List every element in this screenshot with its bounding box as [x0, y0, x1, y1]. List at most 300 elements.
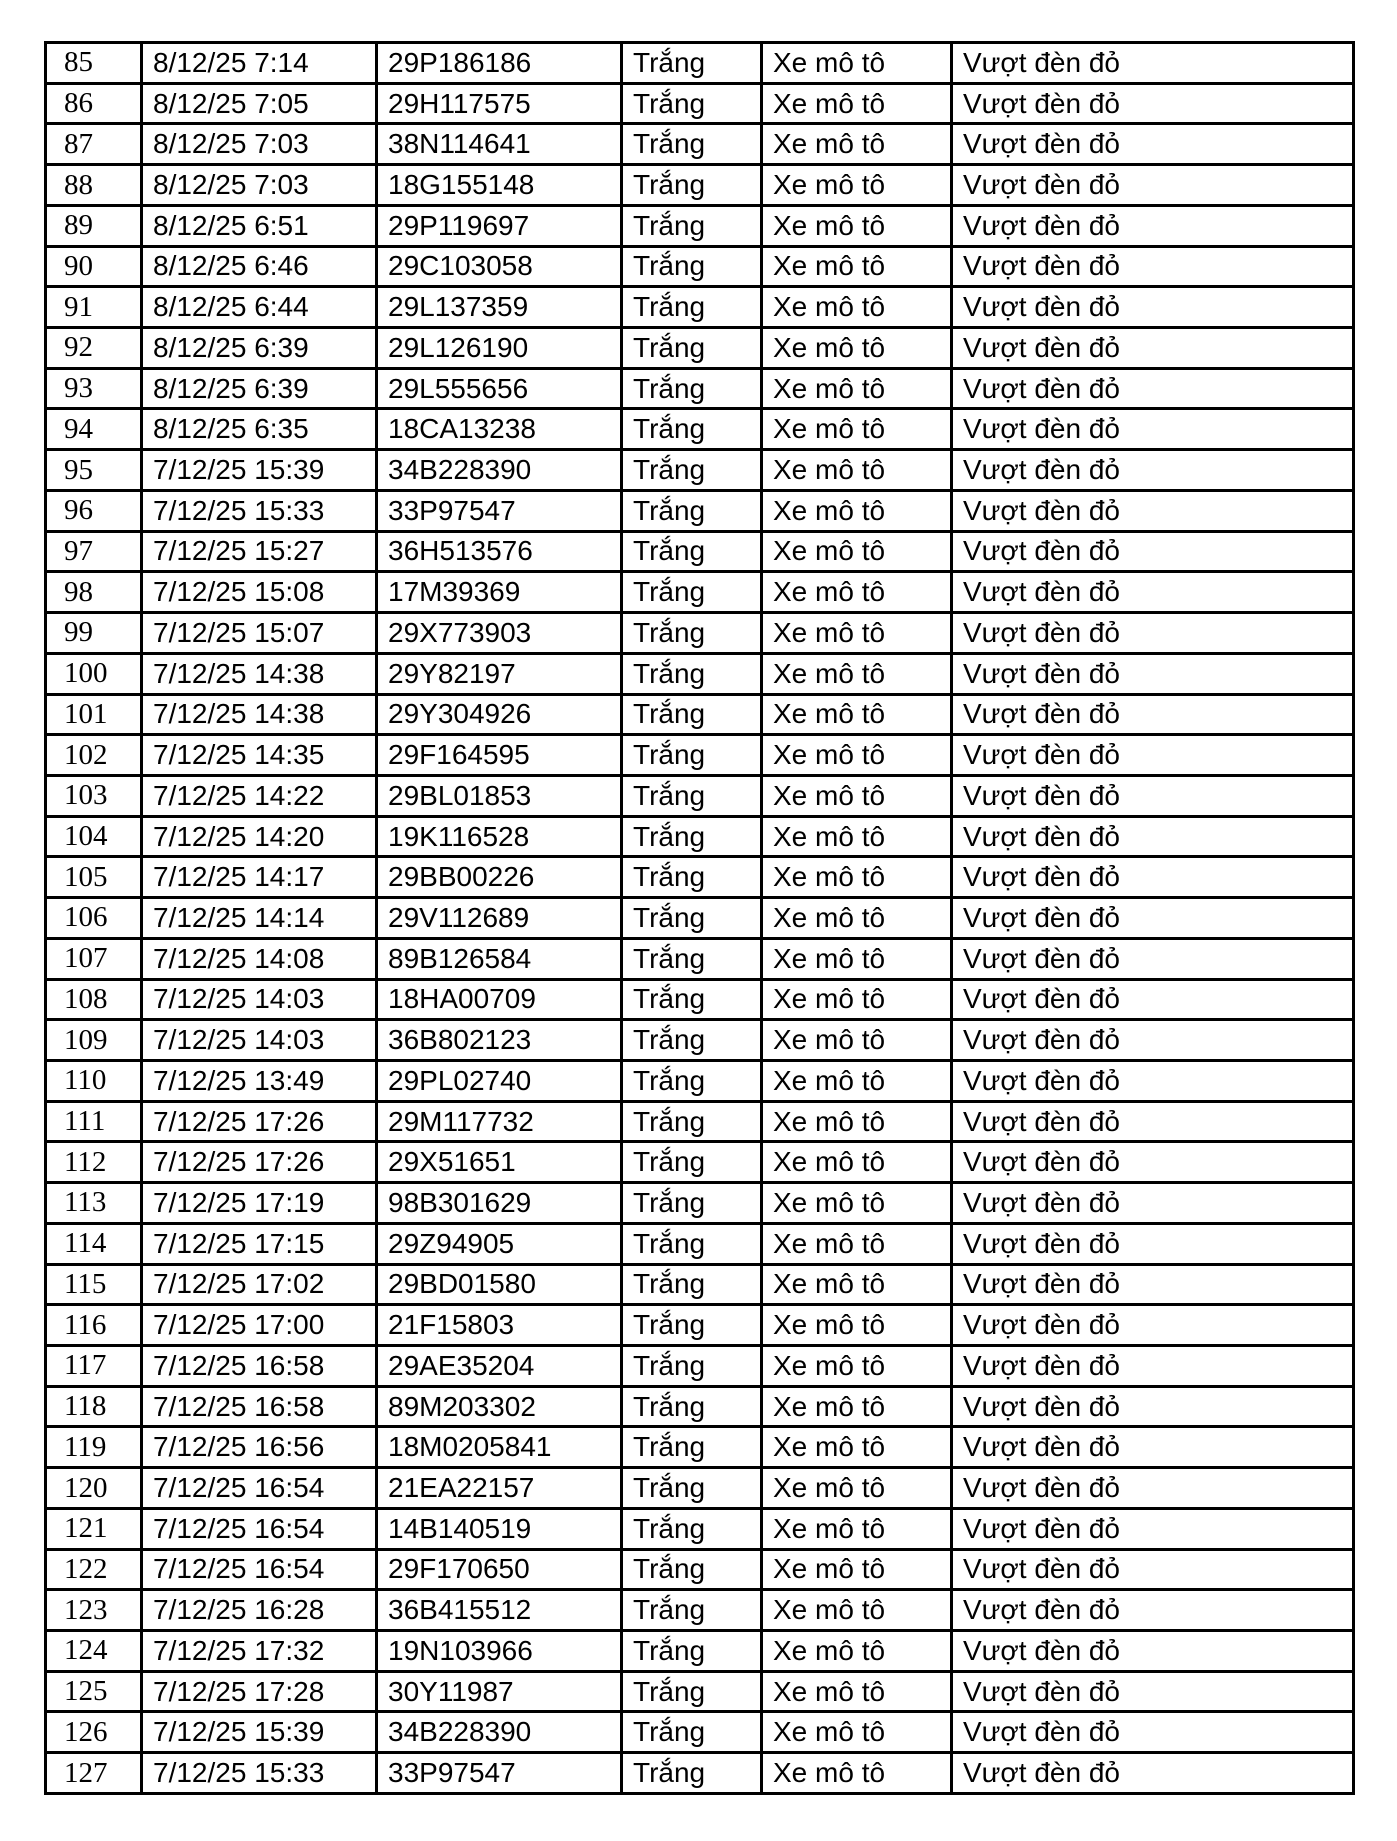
violation-cell: Vượt đèn đỏ	[952, 938, 1354, 979]
color-cell: Trắng	[622, 694, 762, 735]
license-plate-cell: 18HA00709	[377, 979, 622, 1020]
vehicle-type-cell: Xe mô tô	[762, 124, 952, 165]
row-number-cell: 102	[46, 735, 142, 776]
license-plate-cell: 29BD01580	[377, 1264, 622, 1305]
license-plate-cell: 36B802123	[377, 1020, 622, 1061]
vehicle-type-cell: Xe mô tô	[762, 1427, 952, 1468]
violation-cell: Vượt đèn đỏ	[952, 1590, 1354, 1631]
datetime-cell: 7/12/25 16:54	[142, 1549, 377, 1590]
color-cell: Trắng	[622, 653, 762, 694]
row-number-cell: 116	[46, 1305, 142, 1346]
row-number-cell: 107	[46, 938, 142, 979]
license-plate-cell: 29X773903	[377, 613, 622, 654]
row-number-cell: 92	[46, 328, 142, 369]
table-row	[46, 1631, 1354, 1672]
vehicle-type-cell: Xe mô tô	[762, 287, 952, 328]
datetime-cell: 8/12/25 6:39	[142, 328, 377, 369]
color-cell: Trắng	[622, 572, 762, 613]
color-cell: Trắng	[622, 328, 762, 369]
license-plate-cell: 29BL01853	[377, 775, 622, 816]
table-row	[46, 1305, 1354, 1346]
color-cell: Trắng	[622, 857, 762, 898]
color-cell: Trắng	[622, 1427, 762, 1468]
license-plate-cell: 33P97547	[377, 1753, 622, 1794]
violation-cell: Vượt đèn đỏ	[952, 1183, 1354, 1224]
row-number-cell: 108	[46, 979, 142, 1020]
table-row	[46, 1386, 1354, 1427]
color-cell: Trắng	[622, 1712, 762, 1753]
row-number-cell: 110	[46, 1060, 142, 1101]
color-cell: Trắng	[622, 1549, 762, 1590]
vehicle-type-cell: Xe mô tô	[762, 1142, 952, 1183]
datetime-cell: 7/12/25 17:15	[142, 1223, 377, 1264]
datetime-cell: 7/12/25 17:19	[142, 1183, 377, 1224]
license-plate-cell: 29F170650	[377, 1549, 622, 1590]
datetime-cell: 8/12/25 6:39	[142, 368, 377, 409]
vehicle-type-cell: Xe mô tô	[762, 165, 952, 206]
datetime-cell: 8/12/25 7:03	[142, 124, 377, 165]
violation-cell: Vượt đèn đỏ	[952, 124, 1354, 165]
table-row	[46, 653, 1354, 694]
violation-cell: Vượt đèn đỏ	[952, 205, 1354, 246]
violation-cell: Vượt đèn đỏ	[952, 1671, 1354, 1712]
license-plate-cell: 29PL02740	[377, 1060, 622, 1101]
vehicle-type-cell: Xe mô tô	[762, 694, 952, 735]
table-row	[46, 572, 1354, 613]
license-plate-cell: 29AE35204	[377, 1346, 622, 1387]
color-cell: Trắng	[622, 1468, 762, 1509]
vehicle-type-cell: Xe mô tô	[762, 938, 952, 979]
violation-cell: Vượt đèn đỏ	[952, 1386, 1354, 1427]
table-row	[46, 938, 1354, 979]
color-cell: Trắng	[622, 898, 762, 939]
datetime-cell: 7/12/25 15:27	[142, 531, 377, 572]
table-row	[46, 1183, 1354, 1224]
table-row	[46, 613, 1354, 654]
row-number-cell: 91	[46, 287, 142, 328]
vehicle-type-cell: Xe mô tô	[762, 1508, 952, 1549]
color-cell: Trắng	[622, 735, 762, 776]
license-plate-cell: 29F164595	[377, 735, 622, 776]
row-number-cell: 96	[46, 490, 142, 531]
color-cell: Trắng	[622, 1508, 762, 1549]
color-cell: Trắng	[622, 409, 762, 450]
datetime-cell: 7/12/25 17:26	[142, 1142, 377, 1183]
vehicle-type-cell: Xe mô tô	[762, 1712, 952, 1753]
datetime-cell: 7/12/25 17:02	[142, 1264, 377, 1305]
row-number-cell: 90	[46, 246, 142, 287]
table-row	[46, 1712, 1354, 1753]
color-cell: Trắng	[622, 287, 762, 328]
violation-cell: Vượt đèn đỏ	[952, 775, 1354, 816]
license-plate-cell: 29Y304926	[377, 694, 622, 735]
datetime-cell: 7/12/25 14:38	[142, 694, 377, 735]
violation-cell: Vượt đèn đỏ	[952, 1508, 1354, 1549]
color-cell: Trắng	[622, 1346, 762, 1387]
violation-cell: Vượt đèn đỏ	[952, 857, 1354, 898]
license-plate-cell: 38N114641	[377, 124, 622, 165]
violation-cell: Vượt đèn đỏ	[952, 572, 1354, 613]
table-row	[46, 43, 1354, 84]
datetime-cell: 7/12/25 17:26	[142, 1101, 377, 1142]
color-cell: Trắng	[622, 979, 762, 1020]
violation-cell: Vượt đèn đỏ	[952, 979, 1354, 1020]
violation-cell: Vượt đèn đỏ	[952, 409, 1354, 450]
vehicle-type-cell: Xe mô tô	[762, 1386, 952, 1427]
row-number-cell: 120	[46, 1468, 142, 1509]
datetime-cell: 7/12/25 17:28	[142, 1671, 377, 1712]
color-cell: Trắng	[622, 450, 762, 491]
violation-cell: Vượt đèn đỏ	[952, 816, 1354, 857]
row-number-cell: 98	[46, 572, 142, 613]
datetime-cell: 7/12/25 14:38	[142, 653, 377, 694]
datetime-cell: 7/12/25 15:33	[142, 490, 377, 531]
vehicle-type-cell: Xe mô tô	[762, 328, 952, 369]
license-plate-cell: 29L126190	[377, 328, 622, 369]
row-number-cell: 89	[46, 205, 142, 246]
license-plate-cell: 29V112689	[377, 898, 622, 939]
violation-cell: Vượt đèn đỏ	[952, 246, 1354, 287]
violation-cell: Vượt đèn đỏ	[952, 368, 1354, 409]
violation-cell: Vượt đèn đỏ	[952, 1060, 1354, 1101]
table-row	[46, 328, 1354, 369]
datetime-cell: 7/12/25 14:17	[142, 857, 377, 898]
table-row	[46, 1060, 1354, 1101]
color-cell: Trắng	[622, 1142, 762, 1183]
row-number-cell: 104	[46, 816, 142, 857]
row-number-cell: 97	[46, 531, 142, 572]
vehicle-type-cell: Xe mô tô	[762, 979, 952, 1020]
color-cell: Trắng	[622, 1264, 762, 1305]
vehicle-type-cell: Xe mô tô	[762, 246, 952, 287]
violation-cell: Vượt đèn đỏ	[952, 1468, 1354, 1509]
license-plate-cell: 29L137359	[377, 287, 622, 328]
license-plate-cell: 18CA13238	[377, 409, 622, 450]
vehicle-type-cell: Xe mô tô	[762, 1671, 952, 1712]
license-plate-cell: 36H513576	[377, 531, 622, 572]
vehicle-type-cell: Xe mô tô	[762, 409, 952, 450]
color-cell: Trắng	[622, 775, 762, 816]
row-number-cell: 114	[46, 1223, 142, 1264]
datetime-cell: 7/12/25 14:35	[142, 735, 377, 776]
table-row	[46, 1549, 1354, 1590]
row-number-cell: 87	[46, 124, 142, 165]
color-cell: Trắng	[622, 531, 762, 572]
datetime-cell: 7/12/25 14:22	[142, 775, 377, 816]
violation-cell: Vượt đèn đỏ	[952, 1305, 1354, 1346]
violation-cell: Vượt đèn đỏ	[952, 1549, 1354, 1590]
table-row	[46, 1671, 1354, 1712]
row-number-cell: 119	[46, 1427, 142, 1468]
datetime-cell: 7/12/25 15:07	[142, 613, 377, 654]
datetime-cell: 7/12/25 14:14	[142, 898, 377, 939]
license-plate-cell: 29M117732	[377, 1101, 622, 1142]
vehicle-type-cell: Xe mô tô	[762, 531, 952, 572]
table-row	[46, 1020, 1354, 1061]
color-cell: Trắng	[622, 1223, 762, 1264]
table-row	[46, 898, 1354, 939]
color-cell: Trắng	[622, 246, 762, 287]
color-cell: Trắng	[622, 83, 762, 124]
violations-table-body	[46, 43, 1354, 1794]
datetime-cell: 7/12/25 16:54	[142, 1508, 377, 1549]
datetime-cell: 7/12/25 14:03	[142, 1020, 377, 1061]
datetime-cell: 7/12/25 15:39	[142, 1712, 377, 1753]
datetime-cell: 7/12/25 15:39	[142, 450, 377, 491]
violation-cell: Vượt đèn đỏ	[952, 1142, 1354, 1183]
color-cell: Trắng	[622, 1386, 762, 1427]
vehicle-type-cell: Xe mô tô	[762, 1183, 952, 1224]
datetime-cell: 7/12/25 16:54	[142, 1468, 377, 1509]
color-cell: Trắng	[622, 1183, 762, 1224]
datetime-cell: 8/12/25 7:03	[142, 165, 377, 206]
license-plate-cell: 98B301629	[377, 1183, 622, 1224]
datetime-cell: 7/12/25 15:33	[142, 1753, 377, 1794]
vehicle-type-cell: Xe mô tô	[762, 83, 952, 124]
vehicle-type-cell: Xe mô tô	[762, 1346, 952, 1387]
color-cell: Trắng	[622, 1671, 762, 1712]
datetime-cell: 8/12/25 6:46	[142, 246, 377, 287]
datetime-cell: 8/12/25 7:05	[142, 83, 377, 124]
color-cell: Trắng	[622, 490, 762, 531]
table-row	[46, 246, 1354, 287]
table-row	[46, 287, 1354, 328]
color-cell: Trắng	[622, 368, 762, 409]
row-number-cell: 126	[46, 1712, 142, 1753]
table-row	[46, 83, 1354, 124]
violation-cell: Vượt đèn đỏ	[952, 43, 1354, 84]
vehicle-type-cell: Xe mô tô	[762, 572, 952, 613]
violation-cell: Vượt đèn đỏ	[952, 83, 1354, 124]
color-cell: Trắng	[622, 938, 762, 979]
row-number-cell: 86	[46, 83, 142, 124]
violation-cell: Vượt đèn đỏ	[952, 287, 1354, 328]
violation-cell: Vượt đèn đỏ	[952, 1101, 1354, 1142]
violation-cell: Vượt đèn đỏ	[952, 613, 1354, 654]
datetime-cell: 8/12/25 6:51	[142, 205, 377, 246]
violation-cell: Vượt đèn đỏ	[952, 1346, 1354, 1387]
vehicle-type-cell: Xe mô tô	[762, 898, 952, 939]
row-number-cell: 123	[46, 1590, 142, 1631]
table-row	[46, 165, 1354, 206]
row-number-cell: 109	[46, 1020, 142, 1061]
row-number-cell: 106	[46, 898, 142, 939]
datetime-cell: 8/12/25 6:35	[142, 409, 377, 450]
license-plate-cell: 17M39369	[377, 572, 622, 613]
vehicle-type-cell: Xe mô tô	[762, 368, 952, 409]
color-cell: Trắng	[622, 124, 762, 165]
row-number-cell: 95	[46, 450, 142, 491]
row-number-cell: 118	[46, 1386, 142, 1427]
vehicle-type-cell: Xe mô tô	[762, 857, 952, 898]
violation-cell: Vượt đèn đỏ	[952, 1631, 1354, 1672]
table-row	[46, 205, 1354, 246]
color-cell: Trắng	[622, 1060, 762, 1101]
color-cell: Trắng	[622, 1753, 762, 1794]
table-row	[46, 490, 1354, 531]
license-plate-cell: 29Z94905	[377, 1223, 622, 1264]
violation-cell: Vượt đèn đỏ	[952, 531, 1354, 572]
row-number-cell: 111	[46, 1101, 142, 1142]
table-row	[46, 775, 1354, 816]
vehicle-type-cell: Xe mô tô	[762, 1020, 952, 1061]
table-row	[46, 816, 1354, 857]
table-row	[46, 1142, 1354, 1183]
row-number-cell: 112	[46, 1142, 142, 1183]
row-number-cell: 103	[46, 775, 142, 816]
table-row	[46, 1590, 1354, 1631]
color-cell: Trắng	[622, 165, 762, 206]
vehicle-type-cell: Xe mô tô	[762, 43, 952, 84]
table-row	[46, 409, 1354, 450]
violation-cell: Vượt đèn đỏ	[952, 328, 1354, 369]
color-cell: Trắng	[622, 1631, 762, 1672]
violation-cell: Vượt đèn đỏ	[952, 490, 1354, 531]
violation-cell: Vượt đèn đỏ	[952, 1427, 1354, 1468]
row-number-cell: 113	[46, 1183, 142, 1224]
vehicle-type-cell: Xe mô tô	[762, 735, 952, 776]
violation-cell: Vượt đèn đỏ	[952, 1264, 1354, 1305]
table-row	[46, 857, 1354, 898]
license-plate-cell: 33P97547	[377, 490, 622, 531]
license-plate-cell: 29BB00226	[377, 857, 622, 898]
color-cell: Trắng	[622, 1020, 762, 1061]
violation-cell: Vượt đèn đỏ	[952, 735, 1354, 776]
vehicle-type-cell: Xe mô tô	[762, 1468, 952, 1509]
violation-cell: Vượt đèn đỏ	[952, 165, 1354, 206]
violation-cell: Vượt đèn đỏ	[952, 1753, 1354, 1794]
license-plate-cell: 36B415512	[377, 1590, 622, 1631]
license-plate-cell: 34B228390	[377, 450, 622, 491]
vehicle-type-cell: Xe mô tô	[762, 1223, 952, 1264]
row-number-cell: 100	[46, 653, 142, 694]
violation-cell: Vượt đèn đỏ	[952, 653, 1354, 694]
table-row	[46, 735, 1354, 776]
table-row	[46, 124, 1354, 165]
table-row	[46, 1753, 1354, 1794]
datetime-cell: 7/12/25 14:20	[142, 816, 377, 857]
license-plate-cell: 19N103966	[377, 1631, 622, 1672]
license-plate-cell: 29P119697	[377, 205, 622, 246]
color-cell: Trắng	[622, 613, 762, 654]
color-cell: Trắng	[622, 43, 762, 84]
violation-cell: Vượt đèn đỏ	[952, 1223, 1354, 1264]
row-number-cell: 88	[46, 165, 142, 206]
license-plate-cell: 14B140519	[377, 1508, 622, 1549]
vehicle-type-cell: Xe mô tô	[762, 613, 952, 654]
datetime-cell: 7/12/25 16:58	[142, 1386, 377, 1427]
datetime-cell: 7/12/25 14:08	[142, 938, 377, 979]
license-plate-cell: 29X51651	[377, 1142, 622, 1183]
vehicle-type-cell: Xe mô tô	[762, 775, 952, 816]
vehicle-type-cell: Xe mô tô	[762, 1631, 952, 1672]
license-plate-cell: 18G155148	[377, 165, 622, 206]
datetime-cell: 8/12/25 7:14	[142, 43, 377, 84]
datetime-cell: 7/12/25 16:28	[142, 1590, 377, 1631]
datetime-cell: 8/12/25 6:44	[142, 287, 377, 328]
datetime-cell: 7/12/25 14:03	[142, 979, 377, 1020]
license-plate-cell: 29C103058	[377, 246, 622, 287]
vehicle-type-cell: Xe mô tô	[762, 450, 952, 491]
table-row	[46, 979, 1354, 1020]
vehicle-type-cell: Xe mô tô	[762, 653, 952, 694]
color-cell: Trắng	[622, 816, 762, 857]
datetime-cell: 7/12/25 17:32	[142, 1631, 377, 1672]
vehicle-type-cell: Xe mô tô	[762, 1305, 952, 1346]
license-plate-cell: 21EA22157	[377, 1468, 622, 1509]
vehicle-type-cell: Xe mô tô	[762, 1549, 952, 1590]
vehicle-type-cell: Xe mô tô	[762, 1060, 952, 1101]
license-plate-cell: 29L555656	[377, 368, 622, 409]
color-cell: Trắng	[622, 1305, 762, 1346]
table-row	[46, 1223, 1354, 1264]
license-plate-cell: 18M0205841	[377, 1427, 622, 1468]
row-number-cell: 99	[46, 613, 142, 654]
license-plate-cell: 21F15803	[377, 1305, 622, 1346]
license-plate-cell: 19K116528	[377, 816, 622, 857]
table-row	[46, 1468, 1354, 1509]
table-row	[46, 450, 1354, 491]
violations-table	[44, 41, 1355, 1795]
color-cell: Trắng	[622, 1590, 762, 1631]
table-row	[46, 1101, 1354, 1142]
vehicle-type-cell: Xe mô tô	[762, 1101, 952, 1142]
violation-cell: Vượt đèn đỏ	[952, 1712, 1354, 1753]
license-plate-cell: 34B228390	[377, 1712, 622, 1753]
row-number-cell: 105	[46, 857, 142, 898]
row-number-cell: 94	[46, 409, 142, 450]
row-number-cell: 122	[46, 1549, 142, 1590]
violation-cell: Vượt đèn đỏ	[952, 1020, 1354, 1061]
vehicle-type-cell: Xe mô tô	[762, 490, 952, 531]
vehicle-type-cell: Xe mô tô	[762, 1590, 952, 1631]
vehicle-type-cell: Xe mô tô	[762, 205, 952, 246]
color-cell: Trắng	[622, 1101, 762, 1142]
license-plate-cell: 29P186186	[377, 43, 622, 84]
vehicle-type-cell: Xe mô tô	[762, 1264, 952, 1305]
license-plate-cell: 89B126584	[377, 938, 622, 979]
row-number-cell: 85	[46, 43, 142, 84]
table-row	[46, 1427, 1354, 1468]
row-number-cell: 127	[46, 1753, 142, 1794]
vehicle-type-cell: Xe mô tô	[762, 816, 952, 857]
row-number-cell: 124	[46, 1631, 142, 1672]
violation-cell: Vượt đèn đỏ	[952, 898, 1354, 939]
row-number-cell: 101	[46, 694, 142, 735]
table-row	[46, 368, 1354, 409]
row-number-cell: 125	[46, 1671, 142, 1712]
vehicle-type-cell: Xe mô tô	[762, 1753, 952, 1794]
row-number-cell: 115	[46, 1264, 142, 1305]
color-cell: Trắng	[622, 205, 762, 246]
row-number-cell: 93	[46, 368, 142, 409]
table-row	[46, 1508, 1354, 1549]
datetime-cell: 7/12/25 15:08	[142, 572, 377, 613]
row-number-cell: 121	[46, 1508, 142, 1549]
table-row	[46, 694, 1354, 735]
datetime-cell: 7/12/25 16:56	[142, 1427, 377, 1468]
violation-cell: Vượt đèn đỏ	[952, 694, 1354, 735]
table-row	[46, 531, 1354, 572]
row-number-cell: 117	[46, 1346, 142, 1387]
datetime-cell: 7/12/25 17:00	[142, 1305, 377, 1346]
license-plate-cell: 29Y82197	[377, 653, 622, 694]
table-row	[46, 1346, 1354, 1387]
license-plate-cell: 29H117575	[377, 83, 622, 124]
violation-cell: Vượt đèn đỏ	[952, 450, 1354, 491]
datetime-cell: 7/12/25 16:58	[142, 1346, 377, 1387]
table-row	[46, 1264, 1354, 1305]
